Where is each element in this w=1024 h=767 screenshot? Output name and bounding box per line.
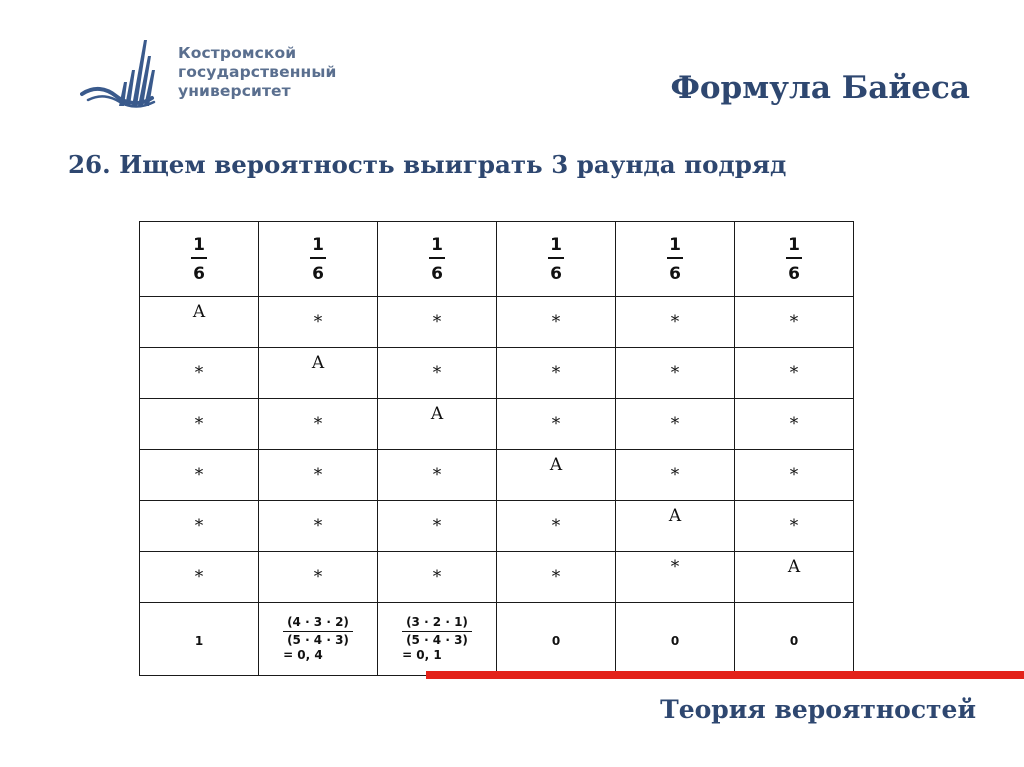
header-cell <box>497 222 616 297</box>
fraction-numerator: 1 <box>193 235 205 255</box>
logo-line-2: государственный <box>178 63 337 81</box>
table-header-row <box>140 222 854 297</box>
table-cell: * <box>735 501 854 552</box>
fraction-denominator: 6 <box>193 264 205 284</box>
header-cell <box>259 222 378 297</box>
result-cell <box>259 603 378 676</box>
university-wave-logo-icon <box>80 34 176 114</box>
table-cell: * <box>735 399 854 450</box>
fraction <box>429 237 445 283</box>
result-formula <box>402 615 472 663</box>
table-cell: A <box>140 297 259 348</box>
fraction-denominator: 6 <box>788 264 800 284</box>
table-row <box>140 297 854 348</box>
result-value: 0 <box>670 633 680 648</box>
fraction <box>548 237 564 283</box>
table-cell: * <box>497 552 616 603</box>
fraction-denominator: 6 <box>312 264 324 284</box>
table-cell: * <box>497 501 616 552</box>
fraction-denominator: 6 <box>431 264 443 284</box>
table-cell: * <box>140 399 259 450</box>
table-cell: A <box>616 501 735 552</box>
formula-denominator: (5 · 4 · 3) <box>287 633 349 647</box>
fraction <box>786 237 802 283</box>
result-cell <box>735 603 854 676</box>
table-cell: * <box>616 297 735 348</box>
result-formula <box>283 615 353 663</box>
header-cell <box>735 222 854 297</box>
fraction <box>667 237 683 283</box>
table-row <box>140 399 854 450</box>
table-cell: * <box>140 450 259 501</box>
table-row <box>140 552 854 603</box>
table-cell: * <box>616 450 735 501</box>
result-cell <box>378 603 497 676</box>
fraction-numerator: 1 <box>550 235 562 255</box>
fraction-numerator: 1 <box>788 235 800 255</box>
table-cell: * <box>735 450 854 501</box>
table-row <box>140 450 854 501</box>
result-cell <box>616 603 735 676</box>
header-cell <box>140 222 259 297</box>
slide-subtitle: 26. Ищем вероятность выиграть 3 раунда подряд <box>68 150 787 179</box>
slide-title: Формула Байеса <box>670 70 970 106</box>
table-cell: * <box>735 297 854 348</box>
logo-line-1: Костромской <box>178 44 297 62</box>
table-cell: A <box>497 450 616 501</box>
table-cell: * <box>378 297 497 348</box>
table-cell: * <box>378 501 497 552</box>
accent-red-line <box>426 671 1024 679</box>
table-cell: * <box>497 399 616 450</box>
table-cell: * <box>378 450 497 501</box>
result-cell <box>497 603 616 676</box>
fraction-denominator: 6 <box>550 264 562 284</box>
logo-text <box>178 44 336 101</box>
university-logo <box>80 34 350 114</box>
header-cell <box>378 222 497 297</box>
table-cell: * <box>616 348 735 399</box>
table-row <box>140 501 854 552</box>
table-cell: * <box>497 348 616 399</box>
table-cell: A <box>259 348 378 399</box>
table-cell: * <box>497 297 616 348</box>
fraction-denominator: 6 <box>669 264 681 284</box>
probability-table <box>139 221 854 676</box>
result-value: 1 <box>194 633 204 648</box>
formula-numerator: (3 · 2 · 1) <box>402 615 472 632</box>
table-cell: * <box>259 297 378 348</box>
fraction-numerator: 1 <box>312 235 324 255</box>
table-cell: A <box>378 399 497 450</box>
footer-subject: Теория вероятностей <box>660 695 976 724</box>
table-cell: * <box>259 501 378 552</box>
table-cell: * <box>140 348 259 399</box>
table-cell: * <box>259 399 378 450</box>
fraction <box>191 237 207 283</box>
formula-denominator: (5 · 4 · 3) <box>406 633 468 647</box>
table-cell: * <box>259 552 378 603</box>
fraction <box>310 237 326 283</box>
formula-result: = 0, 1 <box>402 648 442 662</box>
table-cell: * <box>616 552 735 603</box>
table-cell: * <box>378 552 497 603</box>
header-cell <box>616 222 735 297</box>
table-cell: * <box>616 399 735 450</box>
table-cell: * <box>735 348 854 399</box>
table-row <box>140 348 854 399</box>
result-cell <box>140 603 259 676</box>
fraction-numerator: 1 <box>669 235 681 255</box>
result-value: 0 <box>789 633 799 648</box>
table-cell: * <box>140 501 259 552</box>
table-cell: * <box>140 552 259 603</box>
formula-result: = 0, 4 <box>283 648 323 662</box>
formula-numerator: (4 · 3 · 2) <box>283 615 353 632</box>
table-cell: * <box>259 450 378 501</box>
logo-line-3: университет <box>178 82 291 100</box>
table-cell: * <box>378 348 497 399</box>
table-result-row <box>140 603 854 676</box>
fraction-numerator: 1 <box>431 235 443 255</box>
table-cell: A <box>735 552 854 603</box>
result-value: 0 <box>551 633 561 648</box>
